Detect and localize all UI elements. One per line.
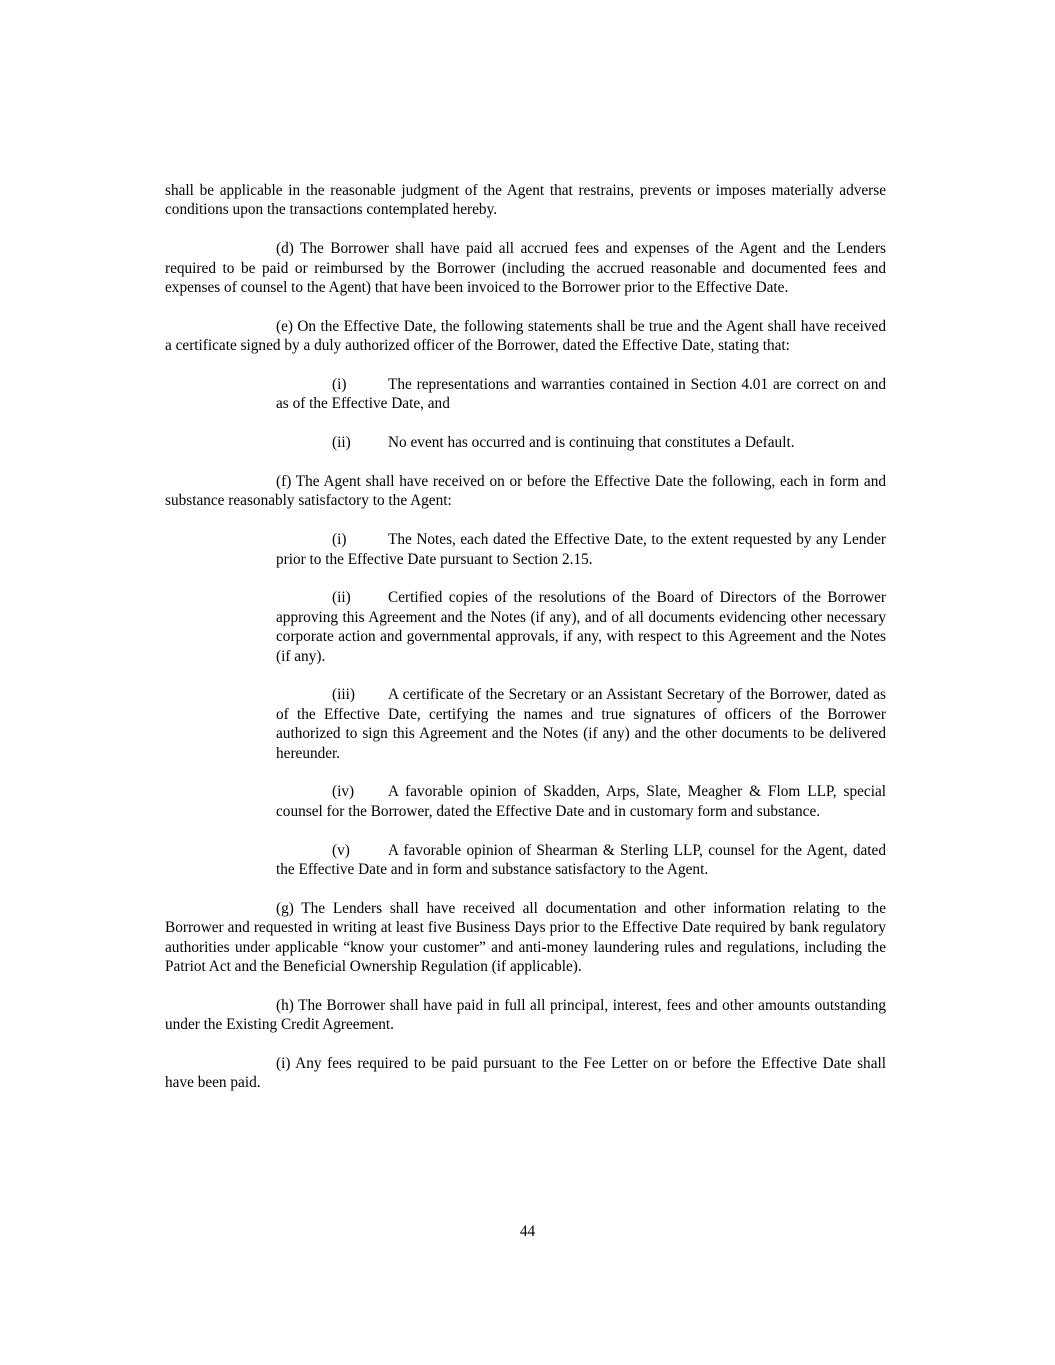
item-f-i — [276, 530, 886, 569]
paragraph-h: (h) The Borrower shall have paid in full all principal, interest, fees and other amounts outstanding under the Existing Credit Agreement. — [165, 996, 886, 1034]
item-number: (ii) — [332, 589, 351, 607]
item-number: (iii) — [332, 686, 355, 704]
page-number: 44 — [519, 1223, 536, 1240]
continuation-paragraph: shall be applicable in the reasonable judgment of the Agent that restrains, prevents or imposes materially adverse conditions upon the transactions contemplated hereby. — [165, 182, 886, 219]
paragraph-f: (f) The Agent shall have received on or before the Effective Date the following, each in form and substance reasonably satisfactory to the Agent: — [165, 473, 886, 510]
paragraph-g: (g) The Lenders shall have received all documentation and other information relating to the Borrower and requested in writing at least five Business Days prior to the Effective Date required by bank regulatory authorities under applicable “know your customer” and anti-money laundering rules and regulations, including the Patriot Act and the Beneficial Ownership Regulation (if applicable). — [165, 899, 886, 976]
item-number: (i) — [332, 376, 347, 394]
item-number: (i) — [332, 531, 347, 549]
item-text: A certificate of the Secretary or an Assistant Secretary of the Borrower, dated as of the Effective Date, certifying the names and true signatures of officers of the Borrower authorized to sign this Agreement and the Notes (if any) and the other documents to be delivered hereunder. — [276, 686, 886, 762]
item-text: A favorable opinion of Skadden, Arps, Slate, Meagher & Flom LLP, special counsel for the Borrower, dated the Effective Date and in customary form and substance. — [276, 783, 886, 820]
item-e-i — [276, 375, 886, 414]
paragraph-d: (d) The Borrower shall have paid all accrued fees and expenses of the Agent and the Lenders required to be paid or reimbursed by the Borrower (including the accrued reasonable and documented fees and expenses of counsel to the Agent) that have been invoiced to the Borrower prior to the Effective Date. — [165, 240, 886, 297]
item-number: (ii) — [332, 434, 351, 452]
item-number: (v) — [332, 841, 350, 859]
item-text: No event has occurred and is continuing that constitutes a Default. — [388, 434, 795, 452]
document-body — [165, 181, 886, 1112]
item-text: Certified copies of the resolutions of the Board of Directors of the Borrower approving this Agreement and the Notes (if any), and of all documents evidencing other necessary corporate action and governmental approvals, if any, with respect to this Agreement and the Notes (if any). — [276, 589, 886, 665]
item-f-ii — [276, 588, 886, 666]
paragraph-e: (e) On the Effective Date, the following statements shall be true and the Agent shall have received a certificate signed by a duly authorized officer of the Borrower, dated the Effective Date, stating that: — [165, 317, 886, 355]
item-text: The representations and warranties contained in Section 4.01 are correct on and as of the Effective Date, and — [276, 376, 886, 413]
item-number: (iv) — [332, 783, 355, 801]
item-text: A favorable opinion of Shearman & Sterling LLP, counsel for the Agent, dated the Effective Date and in form and substance satisfactory to the Agent. — [276, 841, 886, 879]
item-f-iii — [276, 685, 886, 763]
item-f-iv — [276, 782, 886, 821]
item-f-v — [276, 841, 886, 880]
item-text: The Notes, each dated the Effective Date, to the extent requested by any Lender prior to the Effective Date pursuant to Section 2.15. — [276, 531, 886, 568]
item-e-ii — [276, 433, 886, 452]
paragraph-i: (i) Any fees required to be paid pursuant to the Fee Letter on or before the Effective Date shall have been paid. — [165, 1055, 886, 1092]
